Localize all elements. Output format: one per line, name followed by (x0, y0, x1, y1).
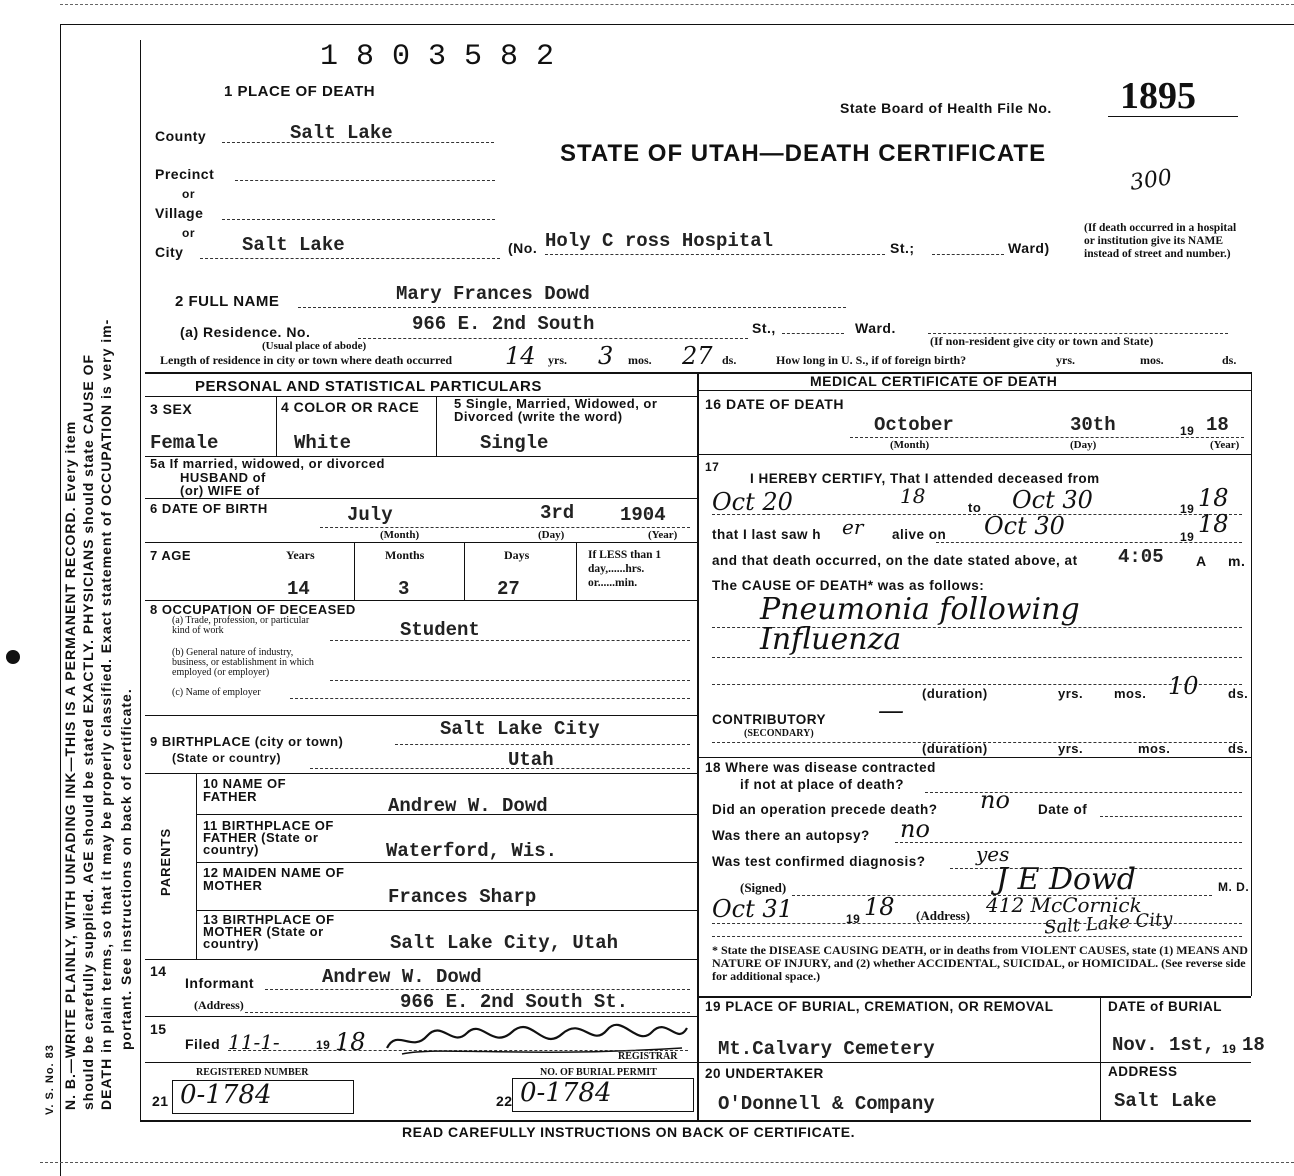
cause-rule-3 (712, 684, 1242, 685)
marital-value: Single (480, 432, 549, 454)
alive-line (936, 542, 1242, 543)
residence-months: 3 (598, 342, 614, 370)
filed-label: Filed (185, 1036, 221, 1052)
death-month-caption: (Month) (890, 439, 930, 451)
signed-address-label: (Address) (916, 908, 970, 923)
full-name-line (298, 307, 846, 308)
residence-ds-label: ds. (722, 353, 737, 367)
row14-rule (145, 1016, 697, 1017)
operation-value: no (980, 786, 1010, 814)
bottom-perforation (40, 1162, 1294, 1163)
sex-race-divider (276, 396, 277, 456)
margin-line-1: N. B.—WRITE PLAINLY, WITH UNFADING INK—THIS IS A PERMANENT RECORD. Every item (62, 420, 78, 1110)
row17-rule (697, 757, 1251, 758)
city-label: City (155, 244, 184, 260)
top-edge-line (60, 24, 1294, 25)
birthplace-state-label: (State or country) (172, 751, 282, 765)
attended-from-year: 18 (900, 484, 926, 508)
last-saw-her: er (842, 515, 864, 539)
spouse-label-3: (or) WIFE of (180, 483, 260, 498)
occupation-b-caption: (b) General nature of industry, business, or establishment in which employed (or employer) (172, 647, 314, 678)
margin-line-4: portant. See instructions on back of certificate. (118, 688, 134, 1050)
margin-line-2: should be carefully supplied. AGE should be stated EXACTLY. PHYSICIANS should state CAUSE OF (80, 353, 96, 1110)
attended-from-date: Oct 20 (712, 488, 793, 516)
city-line (200, 258, 500, 259)
certify-statement: I HEREBY CERTIFY, That I attended deceased from (750, 471, 1100, 486)
city-value: Salt Lake (242, 234, 345, 256)
informant-value: Andrew W. Dowd (322, 966, 482, 988)
residence-days: 27 (682, 342, 713, 370)
age-months-caption: Months (385, 548, 425, 562)
filed-year: 18 (335, 1028, 366, 1056)
burial-divider (1100, 996, 1101, 1120)
burial-permit-number: 0-1784 (520, 1078, 612, 1108)
age-years: 14 (287, 578, 310, 600)
alive-on-year: 18 (1198, 510, 1229, 538)
date-of-death-label: 16 DATE OF DEATH (705, 396, 844, 412)
death-year-caption: (Year) (1210, 439, 1240, 451)
marital-label: 5 Single, Married, Widowed, or Divorced (write the word) (454, 396, 658, 424)
death-time-label: and that death occurred, on the date stated above, at (712, 553, 1078, 568)
death-year-prefix: 19 (1180, 424, 1195, 438)
mother-birthplace: Salt Lake City, Utah (390, 932, 619, 954)
county-label: County (155, 128, 207, 144)
medical-bottom-rule (697, 996, 1251, 998)
st-label: St.; (890, 240, 915, 256)
age-div-3 (576, 542, 577, 600)
registered-number-label: REGISTERED NUMBER (196, 1067, 309, 1078)
spouse-label-2: HUSBAND of (180, 470, 266, 485)
age-days: 27 (497, 578, 520, 600)
burial-address-label: ADDRESS (1108, 1064, 1178, 1079)
dob-year-caption: (Year) (648, 529, 678, 541)
duration-ds-1: ds. (1228, 686, 1249, 701)
duration-yrs-1: yrs. (1058, 686, 1084, 701)
document-serial-number: 1803582 (320, 40, 573, 74)
row7-rule (145, 600, 697, 601)
county-value: Salt Lake (290, 122, 393, 144)
dob-month-caption: (Month) (380, 529, 420, 541)
age-months: 3 (398, 578, 410, 600)
occupation-line-c (290, 698, 690, 699)
burial-permit-idx: 22 (496, 1093, 513, 1109)
dob-label: 6 DATE OF BIRTH (150, 501, 268, 516)
alive-on-date: Oct 30 (984, 512, 1065, 540)
sex-value: Female (150, 432, 219, 454)
registered-number: 0-1784 (180, 1080, 272, 1110)
burial-place: Mt.Calvary Cemetery (718, 1038, 935, 1060)
us-mos-label: mos. (1140, 353, 1164, 367)
occupation-line-a (330, 640, 690, 641)
birthplace-label: 9 BIRTHPLACE (city or town) (150, 734, 344, 749)
father-name-label: 10 NAME OF FATHER (203, 776, 287, 804)
not-at-place-label: if not at place of death? (740, 777, 905, 792)
dob-month: July (347, 504, 393, 526)
spouse-label-1: 5a If married, widowed, or divorced (150, 456, 385, 471)
row16-rule (697, 454, 1251, 455)
death-time: 4:05 (1118, 546, 1164, 568)
residence-st-label: St., (752, 320, 776, 336)
age-div-2 (464, 542, 465, 600)
signed-date-line (712, 923, 1242, 924)
filed-year-prefix: 19 (316, 1038, 331, 1052)
autopsy-value: no (900, 815, 930, 843)
duration-mos-2: mos. (1138, 741, 1171, 756)
center-divider (697, 372, 699, 1120)
residence-value: 966 E. 2nd South (412, 313, 595, 335)
ward-line (932, 254, 1004, 255)
row9-rule (145, 773, 697, 774)
registrar-label: REGISTRAR (618, 1051, 678, 1062)
or-2: or (182, 226, 195, 240)
ward-label: Ward) (1008, 240, 1050, 256)
race-marital-divider (436, 396, 437, 456)
handwritten-300: 300 (1128, 165, 1174, 196)
burial-year-prefix: 19 (1222, 1042, 1237, 1056)
father-birthplace-label: 11 BIRTHPLACE OF FATHER (State or country) (203, 818, 334, 857)
physician-signature: J E Dowd (996, 862, 1136, 897)
residence-ward-label: Ward. (855, 320, 896, 336)
file-number: 1895 (1120, 75, 1196, 117)
contributory-value: — (878, 696, 904, 726)
mother-rule (196, 910, 697, 911)
death-time-am: A (1196, 553, 1207, 569)
signed-label: (Signed) (740, 880, 787, 895)
residence-yrs-label: yrs. (548, 353, 567, 367)
father-bp-rule (196, 862, 697, 863)
md-label: M. D. (1218, 880, 1250, 894)
attended-to-date: Oct 30 (1012, 486, 1093, 514)
operation-label: Did an operation precede death? (712, 802, 938, 817)
us-yrs-label: yrs. (1056, 353, 1075, 367)
occupation-c-caption: (c) Name of employer (172, 687, 261, 698)
undertaker-label: 20 UNDERTAKER (705, 1066, 824, 1081)
death-month: October (874, 414, 954, 436)
autopsy-line (895, 842, 1242, 843)
duration-mos-value: 10 (1168, 672, 1199, 700)
birthplace-state: Utah (508, 749, 554, 771)
row8-rule (145, 715, 697, 716)
residence-label: (a) Residence. No. (180, 324, 311, 340)
signed-date: Oct 31 (712, 895, 793, 923)
occupation-value: Student (400, 619, 480, 641)
less-than-day-label: If LESS than 1 day,......hrs. or......min. (588, 549, 662, 589)
age-years-caption: Years (286, 548, 315, 562)
us-ds-label: ds. (1222, 353, 1237, 367)
row6-rule (145, 542, 697, 543)
village-label: Village (155, 205, 204, 221)
burial-year: 18 (1242, 1034, 1265, 1056)
death-year: 18 (1206, 414, 1229, 436)
full-name-value: Mary Frances Dowd (396, 283, 590, 305)
mother-birthplace-label: 13 BIRTHPLACE OF MOTHER (State or country) (203, 912, 335, 951)
contributory-label: CONTRIBUTORY (712, 712, 826, 727)
mother-name-label: 12 MAIDEN NAME OF MOTHER (203, 865, 345, 893)
test-value: yes (976, 842, 1010, 866)
full-name-label: 2 FULL NAME (175, 293, 280, 310)
date-of-line (1100, 816, 1242, 817)
race-label: 4 COLOR OR RACE (281, 399, 420, 415)
autopsy-label: Was there an autopsy? (712, 828, 870, 843)
top-perforation (60, 4, 1294, 5)
informant-address-label: (Address) (194, 998, 244, 1012)
informant-label: Informant (185, 975, 255, 991)
duration-yrs-2: yrs. (1058, 741, 1084, 756)
death-day: 30th (1070, 414, 1116, 436)
village-line (222, 219, 495, 220)
dob-day: 3rd (540, 502, 575, 524)
filed-date: 11-1- (228, 1030, 280, 1054)
occupation-label: 8 OCCUPATION OF DECEASED (150, 602, 356, 617)
item17-num: 17 (705, 460, 720, 474)
signed-extra-line (712, 936, 1242, 937)
file-no-label: State Board of Health File No. (840, 100, 1052, 116)
father-rule (196, 814, 697, 815)
residence-line (358, 338, 748, 339)
length-of-residence-label: Length of residence in city or town where death occurred (160, 353, 453, 367)
occupation-line-b (330, 680, 690, 681)
duration-mos-1: mos. (1114, 686, 1147, 701)
dob-year: 1904 (620, 504, 666, 526)
signed-address-2: Salt Lake City (1043, 908, 1174, 939)
test-label: Was test confirmed diagnosis? (712, 854, 926, 869)
signed-year: 18 (864, 893, 895, 921)
nonresident-caption: (If non-resident give city or town and State) (930, 334, 1154, 348)
birthplace-state-line (310, 768, 690, 769)
precinct-label: Precinct (155, 166, 215, 182)
informant-line (265, 989, 690, 990)
signed-year-prefix: 19 (846, 912, 861, 926)
bottom-rule (140, 1120, 1251, 1122)
signed-address-1: 412 McCornick (986, 893, 1142, 917)
burial-date-label: DATE of BURIAL (1108, 999, 1222, 1014)
street-line (545, 254, 885, 255)
death-day-caption: (Day) (1070, 439, 1097, 451)
last-saw-label: that I last saw h (712, 527, 822, 542)
parents-label: PARENTS (158, 827, 173, 896)
death-date-line (850, 437, 1244, 438)
informant-num: 14 (150, 963, 167, 979)
cause-of-death-label: The CAUSE OF DEATH* was as follows: (712, 578, 985, 593)
street-value: Holy C ross Hospital (545, 230, 774, 252)
residence-ward-line (782, 333, 844, 334)
dob-day-caption: (Day) (538, 529, 565, 541)
hospital-note: (If death occurred in a hospital or institution give its NAME instead of street and number.) (1084, 222, 1237, 260)
street-no-label: (No. (508, 240, 538, 256)
attended-to-year: 18 (1198, 484, 1229, 512)
mother-name: Frances Sharp (388, 886, 537, 908)
cause-rule-2 (712, 657, 1242, 658)
where-contracted-label: 18 Where was disease contracted (705, 760, 936, 775)
attended-to-label: to (968, 500, 982, 515)
burial-permit-label: NO. OF BURIAL PERMIT (540, 1067, 657, 1078)
secondary-caption: (SECONDARY) (744, 728, 814, 739)
vs-number: V. S. No. 83 (44, 1044, 56, 1115)
left-paper-edge (60, 24, 61, 1176)
attended-line (712, 514, 1242, 515)
cause-line-1: Pneumonia following (760, 592, 1080, 627)
punch-hole (6, 650, 20, 664)
certificate-title: STATE OF UTAH—DEATH CERTIFICATE (560, 140, 1047, 167)
filed-line (228, 1050, 688, 1051)
parents-divider (196, 773, 197, 959)
burial-date: Nov. 1st, (1112, 1034, 1215, 1056)
burial-place-label: 19 PLACE OF BURIAL, CREMATION, OR REMOVAL (705, 999, 1054, 1014)
row5a-rule (145, 498, 697, 499)
margin-line-3: DEATH in plain terms, so that it may be properly classified. Exact statement of OCCUPATION is very im- (98, 318, 114, 1110)
burial-address: Salt Lake (1114, 1090, 1217, 1112)
personal-header: PERSONAL AND STATISTICAL PARTICULARS (195, 378, 542, 395)
birthplace-city-line (395, 744, 690, 745)
row13-rule (145, 959, 697, 960)
residence-years: 14 (505, 342, 536, 370)
informant-address: 966 E. 2nd South St. (400, 991, 629, 1013)
footer-instructions: READ CAREFULLY INSTRUCTIONS ON BACK OF CERTIFICATE. (402, 1124, 856, 1140)
medical-header-rule (697, 390, 1251, 391)
precinct-line (235, 180, 495, 181)
occupation-a-caption: (a) Trade, profession, or particular kind of work (172, 615, 310, 636)
contracted-line (925, 792, 1242, 793)
undertaker-value: O'Donnell & Company (718, 1093, 935, 1115)
cause-footnote: * State the DISEASE CAUSING DEATH, or in deaths from VIOLENT CAUSES, state (1) MEANS AND NATURE OF INJURY, and (2) whether ACCIDENTAL, SUICIDAL, or HOMICIDAL. (See reverse side for additional space.) (712, 943, 1248, 983)
date-of-label: Date of (1038, 802, 1088, 817)
filed-num: 15 (150, 1021, 167, 1037)
age-label: 7 AGE (150, 548, 192, 563)
father-birthplace: Waterford, Wis. (386, 840, 558, 862)
age-days-caption: Days (504, 548, 530, 562)
death-time-m: m. (1228, 553, 1246, 569)
residence-mos-label: mos. (628, 353, 652, 367)
right-frame (1251, 372, 1252, 996)
alive-year-prefix: 19 (1180, 530, 1195, 544)
row15-rule (145, 1062, 697, 1063)
or-1: or (182, 187, 195, 201)
medical-header: MEDICAL CERTIFICATE OF DEATH (810, 373, 1058, 389)
father-name: Andrew W. Dowd (388, 795, 548, 817)
burial-rule (697, 1062, 1251, 1063)
registered-number-idx: 21 (152, 1093, 169, 1109)
place-of-death-label: 1 PLACE OF DEATH (224, 83, 376, 100)
usual-abode-caption: (Usual place of abode) (262, 340, 367, 352)
race-value: White (294, 432, 352, 454)
dob-line (320, 527, 690, 528)
age-div-1 (354, 542, 355, 600)
attended-to-year-prefix: 19 (1180, 502, 1195, 516)
birthplace-city: Salt Lake City (440, 718, 600, 740)
alive-on-label: alive on (892, 527, 947, 542)
us-residence-label: How long in U. S., if of foreign birth? (776, 353, 967, 367)
duration-label-2: (duration) (922, 741, 988, 756)
duration-ds-2: ds. (1228, 741, 1249, 756)
duration-label-1: (duration) (922, 686, 988, 701)
cause-line-2: Influenza (760, 622, 902, 657)
sex-label: 3 SEX (150, 401, 193, 417)
left-margin-rule (140, 40, 141, 1120)
